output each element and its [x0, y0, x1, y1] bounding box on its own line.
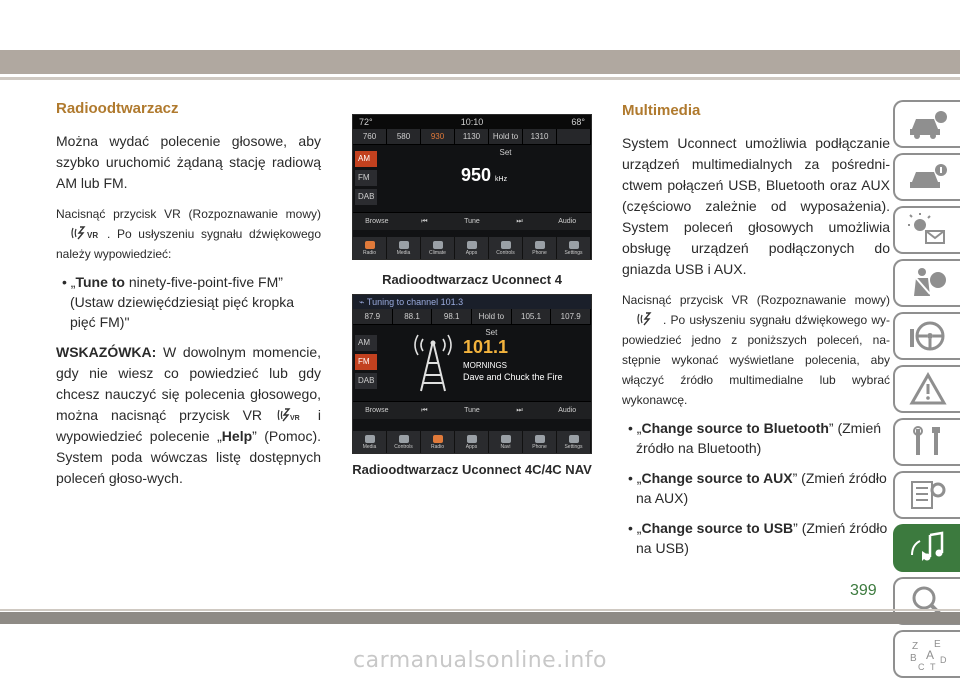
preset-button[interactable]: 1310: [523, 129, 557, 144]
footer-line: [0, 609, 960, 611]
control-button[interactable]: Browse: [365, 218, 389, 225]
chapter-tabs: [893, 100, 960, 678]
control-button[interactable]: ⏮: [421, 218, 428, 225]
svg-text:B: B: [909, 653, 917, 664]
tab-airbag-seatbelt[interactable]: [893, 259, 960, 307]
nav-item[interactable]: [353, 431, 387, 453]
nav-label: Settings: [564, 249, 583, 256]
status-bar: 72° 10:10 68°: [353, 115, 591, 129]
page-number: 399: [850, 582, 877, 599]
program-host: Dave and Chuck the Fire: [463, 372, 563, 382]
multimedia-instruction: Nacisnąć przycisk VR (Rozpoznawanie mowy) . Po usłyszeniu sygnału dźwiękowego wy-powiedzieć jedno z poniższych poleceń, na-stępnie wykonać wyświetlane polecenia, aby włączyć źródło multimedialne lub wybrać wykonawcę.: [622, 293, 890, 407]
control-button[interactable]: Tune: [464, 218, 480, 225]
nav-label: Media: [396, 249, 411, 256]
frequency-display: 950 kHz: [461, 165, 508, 185]
nav-item[interactable]: [489, 237, 523, 259]
control-bar: [353, 401, 591, 419]
svg-text:VR: VR: [87, 231, 99, 240]
preset-button[interactable]: Hold to Set: [489, 129, 523, 144]
band-button[interactable]: DAB: [355, 373, 377, 389]
nav-label: Radio: [430, 443, 445, 450]
caption-uconnect4c: Radioodtwarzacz Uconnect 4C/4C NAV: [352, 462, 592, 477]
control-button[interactable]: Audio: [558, 218, 577, 225]
nav-item[interactable]: [421, 237, 455, 259]
radio-bullet: • „Tune to ninety-five-point-five FM” (Ustaw dziewięćdziesiąt pięć kropka pięć FM)": [62, 274, 295, 330]
footer-band: [0, 612, 960, 624]
watermark: carmanualsonline.info: [353, 648, 607, 673]
nav-item[interactable]: [523, 237, 557, 259]
multimedia-bullets: [622, 418, 890, 558]
band-button[interactable]: AM: [355, 335, 377, 351]
band-list: [355, 335, 377, 392]
preset-bar: [353, 309, 591, 337]
tab-car-warning[interactable]: [893, 100, 960, 148]
control-bar: [353, 212, 591, 230]
frequency-display: 101.1: [463, 337, 509, 357]
section-heading-radio: Radioodtwarzacz: [56, 100, 179, 117]
svg-text:D: D: [939, 655, 946, 665]
section-heading-multimedia: Multimedia: [622, 102, 701, 119]
airbag-seatbelt-icon: [908, 266, 948, 300]
multimedia-bullet: • „Change source to USB” (Zmień źródło na USB): [628, 520, 888, 556]
nav-label: Controls: [496, 249, 515, 256]
command-translation: ” (Zmień źródło na USB): [636, 520, 888, 556]
warning-triangle-icon: [908, 372, 948, 406]
nav-icon: [467, 435, 477, 443]
preset-button[interactable]: 930: [421, 129, 455, 144]
car-info-icon: [908, 160, 948, 194]
voice-command: Change source to Bluetooth: [641, 420, 829, 436]
nav-item[interactable]: [489, 431, 523, 453]
nav-label: Navi: [500, 443, 511, 450]
multimedia-bullet: • „Change source to AUX” (Zmień źródło na AUX): [628, 470, 887, 506]
band-button[interactable]: FM: [355, 170, 377, 186]
uconnect4c-screen: [352, 294, 592, 454]
preset-button[interactable]: 580: [387, 129, 421, 144]
svg-text:VR: VR: [289, 415, 300, 422]
svg-text:A: A: [925, 648, 934, 662]
tuning-banner: ⌁ Tuning to channel 101.3: [353, 295, 591, 309]
radio-tip: WSKAZÓWKA: W dowolnym momencie, gdy nie wiesz co powiedzieć lub gdy chcesz nauczyć się polecenia głosowego, można nacisnąć przycisk VR VR i wypowiedzieć polecenie „Help” (Pomoc). System poda wówczas listę dostępnych poleceń głoso-wych.: [56, 344, 321, 486]
radio-instruction: [56, 204, 321, 264]
nav-bar: [353, 237, 591, 259]
command-translation: ” (Zmień źródło na Bluetooth): [636, 420, 882, 456]
nav-item[interactable]: [387, 237, 421, 259]
tab-car-info[interactable]: [893, 153, 960, 201]
preset-button[interactable]: [557, 129, 591, 144]
nav-item[interactable]: [523, 431, 557, 453]
voice-recognition-icon: [277, 408, 303, 422]
band-button[interactable]: FM: [355, 354, 377, 370]
nav-item[interactable]: [455, 237, 489, 259]
nav-item[interactable]: [455, 431, 489, 453]
nav-icon: [433, 435, 443, 443]
header-line: [0, 77, 960, 80]
band-button[interactable]: DAB: [355, 189, 377, 205]
multimedia-icon: [908, 531, 948, 565]
tab-multimedia[interactable]: [893, 524, 960, 572]
voice-recognition-icon: [636, 312, 660, 326]
voice-command: Change source to USB: [641, 520, 794, 536]
preset-button[interactable]: 105.1: [512, 309, 552, 324]
radio-instr-part1: Nacisnąć przycisk VR (Rozpoznawanie mowy): [56, 207, 321, 221]
nav-item[interactable]: [421, 431, 455, 453]
lights-message-icon: [908, 213, 948, 247]
control-button[interactable]: Browse: [365, 407, 389, 414]
nav-label: Controls: [394, 443, 413, 450]
svg-text:C: C: [917, 662, 924, 671]
nav-icon: [501, 435, 511, 443]
checklist-gear-icon: [908, 478, 948, 512]
control-button[interactable]: Tune: [464, 407, 480, 414]
radio-instr-part2: . Po usłyszeniu sygnału dźwiękowego należy wypowiedzieć:: [56, 227, 321, 261]
preset-bar: [353, 129, 591, 157]
tab-service[interactable]: [893, 418, 960, 466]
car-warning-icon: [908, 107, 948, 141]
nav-icon: [399, 435, 409, 443]
nav-label: Radio: [362, 249, 377, 256]
nav-item[interactable]: [353, 237, 387, 259]
nav-icon: [365, 241, 375, 249]
nav-label: Settings: [564, 443, 583, 450]
nav-icon: [535, 241, 545, 249]
preset-button[interactable]: 88.1: [393, 309, 433, 324]
left-column: [56, 100, 321, 499]
control-button[interactable]: ⏮: [421, 407, 428, 414]
nav-icon: [569, 241, 579, 249]
svg-text:T: T: [929, 662, 935, 671]
tools-icon: [908, 425, 948, 459]
nav-item[interactable]: [557, 237, 591, 259]
radio-command: Tune to: [75, 274, 125, 290]
band-list: [355, 151, 377, 208]
nav-icon: [433, 241, 443, 249]
nav-item[interactable]: [557, 431, 591, 453]
voice-recognition-icon: [70, 226, 104, 240]
nav-icon: [399, 241, 409, 249]
nav-icon: [535, 435, 545, 443]
control-button[interactable]: ⏭: [516, 218, 523, 225]
preset-button[interactable]: Hold to Set: [472, 309, 512, 324]
radio-intro: Można wydać polecenie głosowe, aby szybko uruchomić żądaną stację radiową AM lub FM.: [56, 133, 321, 191]
steering-wheel-icon: [908, 319, 948, 353]
svg-text:E: E: [933, 639, 941, 650]
tab-emergency[interactable]: [893, 365, 960, 413]
tab-steering[interactable]: [893, 312, 960, 360]
program-name: MORNINGS: [463, 361, 507, 370]
broadcast-icon: ⌁: [359, 297, 367, 307]
caption-uconnect4: Radioodtwarzacz Uconnect 4: [382, 272, 562, 287]
nav-label: Media: [362, 443, 377, 450]
preset-button[interactable]: 107.9: [551, 309, 591, 324]
nav-label: Apps: [465, 249, 478, 256]
nav-label: Apps: [465, 443, 478, 450]
tab-lights-message[interactable]: [893, 206, 960, 254]
svg-text:Z: Z: [911, 641, 918, 652]
command-translation: ” (Zmień źródło na AUX): [636, 470, 887, 506]
nav-icon: [467, 241, 477, 249]
nav-icon: [501, 241, 511, 249]
preset-button[interactable]: 87.9: [353, 309, 393, 324]
preset-button[interactable]: 98.1: [432, 309, 472, 324]
nav-icon: [569, 435, 579, 443]
tab-specs[interactable]: [893, 471, 960, 519]
multimedia-bullet: • „Change source to Bluetooth” (Zmień źródło na Bluetooth): [628, 420, 882, 456]
nav-label: Climate: [429, 249, 446, 256]
nav-label: Phone: [532, 249, 547, 256]
nav-icon: [365, 435, 375, 443]
tip-label: WSKAZÓWKA:: [56, 344, 157, 360]
voice-command: Change source to AUX: [641, 470, 793, 486]
uconnect4-screen: [352, 114, 592, 260]
nav-bar: [353, 431, 591, 453]
preset-button[interactable]: 760: [353, 129, 387, 144]
nav-label: Phone: [532, 443, 547, 450]
nav-item[interactable]: [387, 431, 421, 453]
band-button[interactable]: AM: [355, 151, 377, 167]
right-column: [622, 100, 890, 568]
control-button[interactable]: ⏭: [516, 407, 523, 414]
multimedia-intro: System Uconnect umożliwia podłączanie urządzeń multimedialnych za pośredni-ctwem połączeń USB, Bluetooth oraz AUX (częściowo zależnie od wyposażenia). System poleceń głosowych umożliwia obsługę urządzeń podłączonych do gniazda USB i AUX.: [622, 135, 890, 277]
radio-tower-icon: [413, 333, 453, 393]
preset-button[interactable]: 1130: [455, 129, 489, 144]
header-band: [0, 50, 960, 74]
control-button[interactable]: Audio: [558, 407, 577, 414]
